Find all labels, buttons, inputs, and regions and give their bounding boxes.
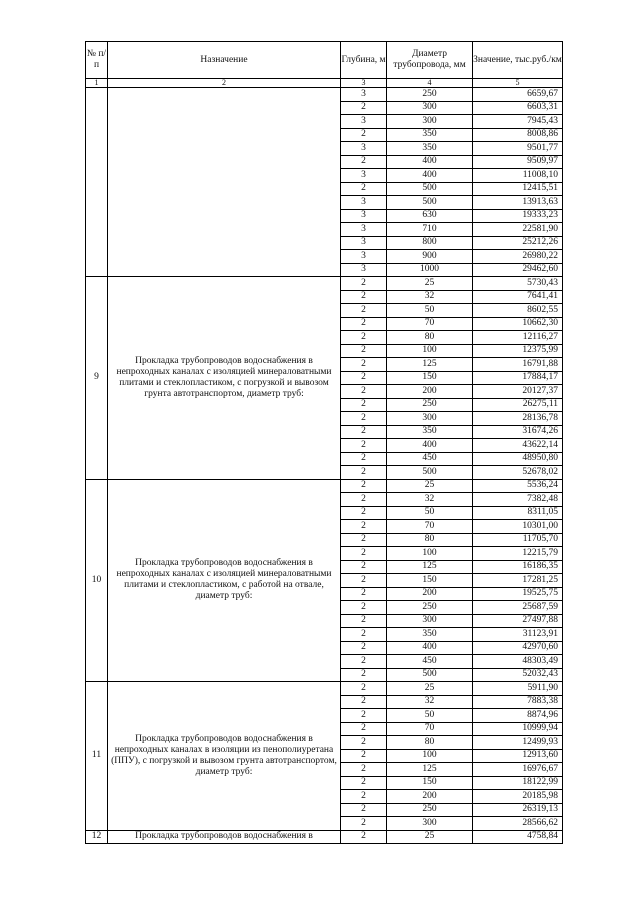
table-body	[86, 88, 563, 844]
depth-cell: 2	[341, 155, 387, 169]
diameter-cell: 250	[387, 601, 473, 615]
value-cell: 5536,24	[473, 479, 563, 493]
value-cell: 28566,62	[473, 817, 563, 831]
diameter-cell: 350	[387, 425, 473, 439]
diameter-cell: 1000	[387, 263, 473, 277]
value-cell: 16976,67	[473, 763, 563, 777]
depth-cell: 3	[341, 169, 387, 183]
value-cell: 17281,25	[473, 574, 563, 588]
depth-cell: 3	[341, 236, 387, 250]
value-cell: 25212,26	[473, 236, 563, 250]
depth-cell: 2	[341, 439, 387, 453]
value-cell: 9501,77	[473, 142, 563, 156]
diameter-cell: 400	[387, 169, 473, 183]
value-cell: 48303,49	[473, 655, 563, 669]
diameter-cell: 350	[387, 628, 473, 642]
depth-cell: 2	[341, 412, 387, 426]
value-cell: 43622,14	[473, 439, 563, 453]
value-cell: 17884,17	[473, 371, 563, 385]
value-cell: 16186,35	[473, 560, 563, 574]
value-cell: 26980,22	[473, 250, 563, 264]
diameter-cell: 32	[387, 290, 473, 304]
depth-cell: 2	[341, 736, 387, 750]
value-cell: 20127,37	[473, 385, 563, 399]
value-cell: 10662,30	[473, 317, 563, 331]
depth-cell: 2	[341, 479, 387, 493]
diameter-cell: 400	[387, 641, 473, 655]
depth-cell: 3	[341, 209, 387, 223]
diameter-cell: 125	[387, 560, 473, 574]
diameter-cell: 70	[387, 520, 473, 534]
value-cell: 10999,94	[473, 722, 563, 736]
value-cell: 12913,60	[473, 749, 563, 763]
value-cell: 18122,99	[473, 776, 563, 790]
header-row	[86, 42, 563, 79]
depth-cell: 2	[341, 601, 387, 615]
diameter-cell: 150	[387, 371, 473, 385]
column-number: 4	[387, 79, 473, 88]
depth-cell: 3	[341, 88, 387, 102]
diameter-cell: 500	[387, 466, 473, 480]
depth-cell: 2	[341, 587, 387, 601]
depth-cell: 2	[341, 817, 387, 831]
diameter-cell: 200	[387, 385, 473, 399]
depth-cell: 2	[341, 668, 387, 682]
value-cell: 42970,60	[473, 641, 563, 655]
diameter-cell: 50	[387, 304, 473, 318]
diameter-cell: 500	[387, 182, 473, 196]
diameter-cell: 300	[387, 412, 473, 426]
value-cell: 6659,67	[473, 88, 563, 102]
diameter-cell: 400	[387, 155, 473, 169]
depth-cell: 2	[341, 358, 387, 372]
header-name: Назначение	[108, 42, 341, 79]
header-value: Значение, тыс.руб./км	[473, 42, 563, 79]
diameter-cell: 25	[387, 682, 473, 696]
price-table	[85, 41, 563, 844]
value-cell: 19525,75	[473, 587, 563, 601]
diameter-cell: 100	[387, 344, 473, 358]
diameter-cell: 25	[387, 479, 473, 493]
depth-cell: 2	[341, 560, 387, 574]
value-cell: 20185,98	[473, 790, 563, 804]
diameter-cell: 450	[387, 452, 473, 466]
header-depth: Глубина, м	[341, 42, 387, 79]
value-cell: 31123,91	[473, 628, 563, 642]
value-cell: 5911,90	[473, 682, 563, 696]
diameter-cell: 70	[387, 317, 473, 331]
diameter-cell: 500	[387, 196, 473, 210]
depth-cell: 2	[341, 655, 387, 669]
depth-cell: 3	[341, 142, 387, 156]
table-row	[86, 479, 563, 493]
diameter-cell: 25	[387, 830, 473, 844]
value-cell: 12215,79	[473, 547, 563, 561]
depth-cell: 2	[341, 830, 387, 844]
header-diameter: Диаметр трубопровода, мм	[387, 42, 473, 79]
value-cell: 8008,86	[473, 128, 563, 142]
column-number: 5	[473, 79, 563, 88]
depth-cell: 2	[341, 763, 387, 777]
diameter-cell: 250	[387, 88, 473, 102]
item-number: 10	[86, 479, 108, 682]
depth-cell: 2	[341, 641, 387, 655]
value-cell: 7382,48	[473, 493, 563, 507]
column-number: 2	[108, 79, 341, 88]
item-number: 9	[86, 277, 108, 480]
depth-cell: 2	[341, 695, 387, 709]
diameter-cell: 32	[387, 493, 473, 507]
depth-cell: 2	[341, 101, 387, 115]
diameter-cell: 150	[387, 574, 473, 588]
item-description	[108, 88, 341, 277]
header-num: № п/п	[86, 42, 108, 79]
value-cell: 12116,27	[473, 331, 563, 345]
value-cell: 16791,88	[473, 358, 563, 372]
diameter-cell: 710	[387, 223, 473, 237]
depth-cell: 2	[341, 466, 387, 480]
value-cell: 52032,43	[473, 668, 563, 682]
diameter-cell: 25	[387, 277, 473, 291]
value-cell: 5730,43	[473, 277, 563, 291]
depth-cell: 2	[341, 128, 387, 142]
diameter-cell: 150	[387, 776, 473, 790]
diameter-cell: 80	[387, 331, 473, 345]
diameter-cell: 900	[387, 250, 473, 264]
value-cell: 22581,90	[473, 223, 563, 237]
diameter-cell: 50	[387, 506, 473, 520]
diameter-cell: 70	[387, 722, 473, 736]
value-cell: 26319,13	[473, 803, 563, 817]
depth-cell: 3	[341, 263, 387, 277]
diameter-cell: 100	[387, 547, 473, 561]
table-row	[86, 277, 563, 291]
diameter-cell: 250	[387, 803, 473, 817]
table-row	[86, 830, 563, 844]
value-cell: 7883,38	[473, 695, 563, 709]
depth-cell: 2	[341, 520, 387, 534]
item-description: Прокладка трубопроводов водоснабжения в	[108, 830, 341, 844]
item-description: Прокладка трубопроводов водоснабжения в непроходных каналах в изоляции из пенополиуретана (ППУ), с погрузкой и вывозом грунта автотранспортом, диаметр труб:	[108, 682, 341, 831]
depth-cell: 2	[341, 547, 387, 561]
depth-cell: 2	[341, 398, 387, 412]
value-cell: 25687,59	[473, 601, 563, 615]
depth-cell: 2	[341, 277, 387, 291]
item-number: 12	[86, 830, 108, 844]
diameter-cell: 800	[387, 236, 473, 250]
depth-cell: 2	[341, 371, 387, 385]
depth-cell: 2	[341, 533, 387, 547]
value-cell: 8311,05	[473, 506, 563, 520]
value-cell: 4758,84	[473, 830, 563, 844]
depth-cell: 3	[341, 115, 387, 129]
value-cell: 7641,41	[473, 290, 563, 304]
value-cell: 10301,00	[473, 520, 563, 534]
diameter-cell: 300	[387, 614, 473, 628]
value-cell: 48950,80	[473, 452, 563, 466]
depth-cell: 2	[341, 425, 387, 439]
depth-cell: 2	[341, 452, 387, 466]
value-cell: 52678,02	[473, 466, 563, 480]
value-cell: 26275,11	[473, 398, 563, 412]
value-cell: 6603,31	[473, 101, 563, 115]
depth-cell: 2	[341, 182, 387, 196]
diameter-cell: 80	[387, 533, 473, 547]
column-number: 3	[341, 79, 387, 88]
diameter-cell: 450	[387, 655, 473, 669]
item-number: 11	[86, 682, 108, 831]
value-cell: 8874,96	[473, 709, 563, 723]
value-cell: 7945,43	[473, 115, 563, 129]
diameter-cell: 350	[387, 142, 473, 156]
value-cell: 29462,60	[473, 263, 563, 277]
table-row	[86, 88, 563, 102]
diameter-cell: 32	[387, 695, 473, 709]
diameter-cell: 250	[387, 398, 473, 412]
value-cell: 9509,97	[473, 155, 563, 169]
value-cell: 12375,99	[473, 344, 563, 358]
value-cell: 31674,26	[473, 425, 563, 439]
depth-cell: 2	[341, 574, 387, 588]
depth-cell: 2	[341, 682, 387, 696]
diameter-cell: 300	[387, 817, 473, 831]
diameter-cell: 630	[387, 209, 473, 223]
value-cell: 11705,70	[473, 533, 563, 547]
depth-cell: 2	[341, 344, 387, 358]
value-cell: 11008,10	[473, 169, 563, 183]
depth-cell: 2	[341, 317, 387, 331]
depth-cell: 2	[341, 614, 387, 628]
value-cell: 19333,23	[473, 209, 563, 223]
depth-cell: 2	[341, 709, 387, 723]
diameter-cell: 300	[387, 101, 473, 115]
item-description: Прокладка трубопроводов водоснабжения в непроходных каналах с изоляцией минераловатными плитами и стеклопластиком, с погрузкой и вывозом грунта автотранспортом, диаметр труб:	[108, 277, 341, 480]
column-number-row	[86, 79, 563, 88]
depth-cell: 2	[341, 331, 387, 345]
diameter-cell: 80	[387, 736, 473, 750]
depth-cell: 2	[341, 722, 387, 736]
column-number: 1	[86, 79, 108, 88]
depth-cell: 3	[341, 196, 387, 210]
depth-cell: 2	[341, 493, 387, 507]
diameter-cell: 125	[387, 358, 473, 372]
value-cell: 12415,51	[473, 182, 563, 196]
value-cell: 8602,55	[473, 304, 563, 318]
diameter-cell: 400	[387, 439, 473, 453]
depth-cell: 2	[341, 304, 387, 318]
diameter-cell: 50	[387, 709, 473, 723]
depth-cell: 2	[341, 385, 387, 399]
depth-cell: 2	[341, 776, 387, 790]
diameter-cell: 100	[387, 749, 473, 763]
diameter-cell: 200	[387, 587, 473, 601]
depth-cell: 2	[341, 790, 387, 804]
depth-cell: 2	[341, 290, 387, 304]
depth-cell: 2	[341, 749, 387, 763]
diameter-cell: 125	[387, 763, 473, 777]
value-cell: 12499,93	[473, 736, 563, 750]
diameter-cell: 200	[387, 790, 473, 804]
item-number	[86, 88, 108, 277]
item-description: Прокладка трубопроводов водоснабжения в непроходных каналах с изоляцией минераловатными плитами и стеклопластиком, с работой на отвале, диаметр труб:	[108, 479, 341, 682]
value-cell: 13913,63	[473, 196, 563, 210]
value-cell: 27497,88	[473, 614, 563, 628]
depth-cell: 2	[341, 506, 387, 520]
depth-cell: 2	[341, 628, 387, 642]
depth-cell: 2	[341, 803, 387, 817]
value-cell: 28136,78	[473, 412, 563, 426]
diameter-cell: 300	[387, 115, 473, 129]
diameter-cell: 350	[387, 128, 473, 142]
depth-cell: 3	[341, 250, 387, 264]
depth-cell: 3	[341, 223, 387, 237]
diameter-cell: 500	[387, 668, 473, 682]
table-row	[86, 682, 563, 696]
